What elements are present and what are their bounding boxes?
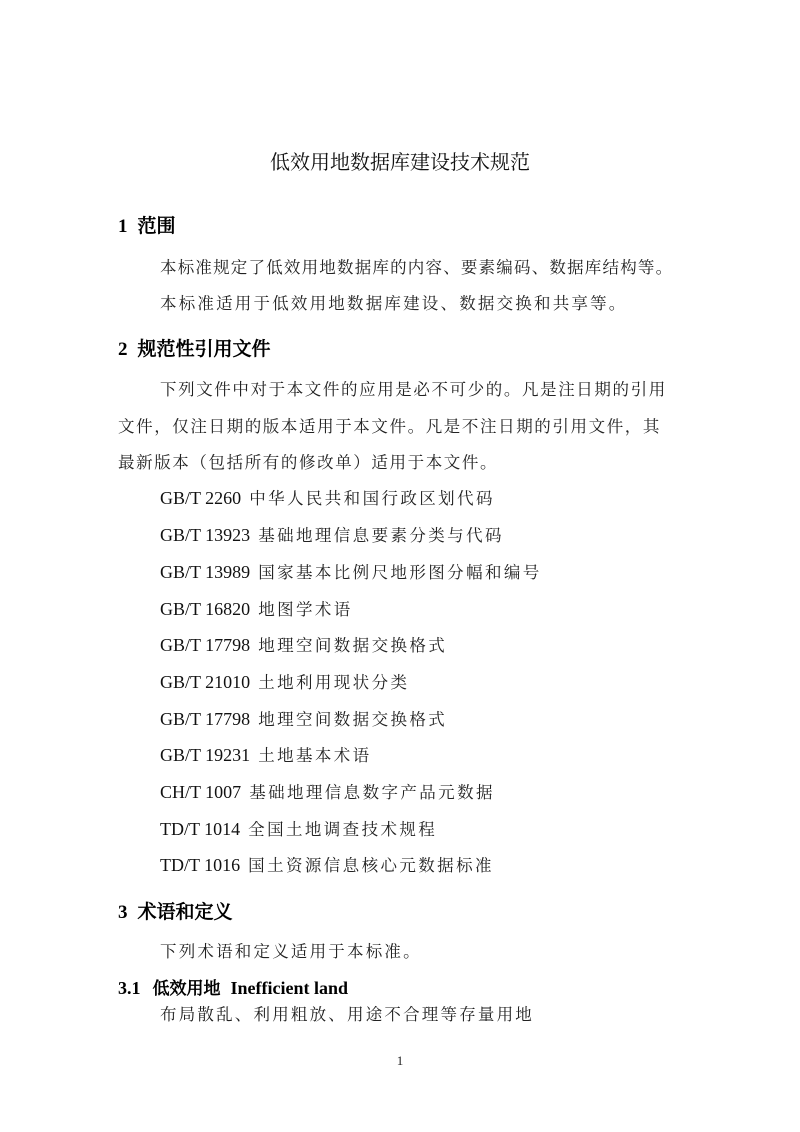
term-definition: 布局散乱、利用粗放、用途不合理等存量用地 bbox=[160, 1005, 534, 1024]
section-3-heading bbox=[118, 897, 233, 924]
section-1-heading bbox=[118, 211, 176, 238]
reference-item bbox=[160, 559, 542, 583]
reference-code: GB/T 21010 bbox=[160, 672, 251, 692]
reference-item bbox=[160, 816, 437, 840]
paragraph: 本标准规定了低效用地数据库的内容、要素编码、数据库结构等。 bbox=[160, 258, 674, 277]
reference-code: GB/T 13989 bbox=[160, 562, 251, 582]
subsection-3-1-heading bbox=[118, 974, 348, 999]
reference-item bbox=[160, 706, 447, 730]
section-number: 2 bbox=[118, 339, 128, 360]
reference-code: GB/T 19231 bbox=[160, 745, 251, 765]
section-number: 1 bbox=[118, 216, 128, 237]
subsection-number: 3.1 bbox=[118, 978, 141, 998]
reference-code: GB/T 13923 bbox=[160, 525, 251, 545]
reference-item bbox=[160, 779, 495, 803]
reference-code: CH/T 1007 bbox=[160, 782, 242, 802]
reference-code: TD/T 1014 bbox=[160, 819, 241, 839]
reference-code: GB/T 2260 bbox=[160, 488, 242, 508]
reference-name: 地理空间数据交换格式 bbox=[258, 636, 448, 655]
reference-name: 土地利用现状分类 bbox=[258, 673, 410, 692]
page-number: 1 bbox=[396, 1053, 404, 1068]
reference-item bbox=[160, 742, 372, 766]
reference-item bbox=[160, 522, 504, 546]
reference-item bbox=[160, 485, 495, 509]
reference-code: GB/T 17798 bbox=[160, 635, 251, 655]
reference-name: 全国土地调查技术规程 bbox=[248, 820, 438, 839]
reference-name: 中华人民共和国行政区划代码 bbox=[249, 489, 495, 508]
reference-name: 土地基本术语 bbox=[258, 746, 372, 765]
paragraph-line: 最新版本（包括所有的修改单）适用于本文件。 bbox=[118, 453, 499, 472]
section-2-heading bbox=[118, 334, 271, 361]
paragraph-line: 文件，仅注日期的版本适用于本文件。凡是不注日期的引用文件，其 bbox=[118, 417, 661, 436]
section-number: 3 bbox=[118, 902, 128, 923]
reference-name: 基础地理信息要素分类与代码 bbox=[258, 526, 504, 545]
term-zh: 低效用地 bbox=[152, 979, 221, 999]
reference-item bbox=[160, 669, 409, 693]
section-title: 规范性引用文件 bbox=[137, 338, 271, 360]
reference-name: 基础地理信息数字产品元数据 bbox=[249, 783, 495, 802]
term-en: Inefficient land bbox=[230, 978, 349, 998]
reference-item bbox=[160, 852, 494, 876]
section-title: 范围 bbox=[137, 215, 176, 237]
reference-name: 国土资源信息核心元数据标准 bbox=[248, 856, 494, 875]
reference-name: 地图学术语 bbox=[258, 600, 353, 619]
reference-code: GB/T 16820 bbox=[160, 599, 251, 619]
document-title: 低效用地数据库建设技术规范 bbox=[270, 150, 530, 174]
reference-item bbox=[160, 632, 447, 656]
paragraph: 下列术语和定义适用于本标准。 bbox=[160, 942, 422, 961]
paragraph: 本标准适用于低效用地数据库建设、数据交换和共享等。 bbox=[160, 294, 628, 313]
reference-name: 地理空间数据交换格式 bbox=[258, 710, 448, 729]
reference-code: GB/T 17798 bbox=[160, 709, 251, 729]
section-title: 术语和定义 bbox=[137, 901, 233, 923]
reference-code: TD/T 1016 bbox=[160, 855, 241, 875]
reference-name: 国家基本比例尺地形图分幅和编号 bbox=[258, 563, 542, 582]
reference-item bbox=[160, 596, 353, 620]
paragraph-line: 下列文件中对于本文件的应用是必不可少的。凡是注日期的引用 bbox=[160, 380, 667, 399]
